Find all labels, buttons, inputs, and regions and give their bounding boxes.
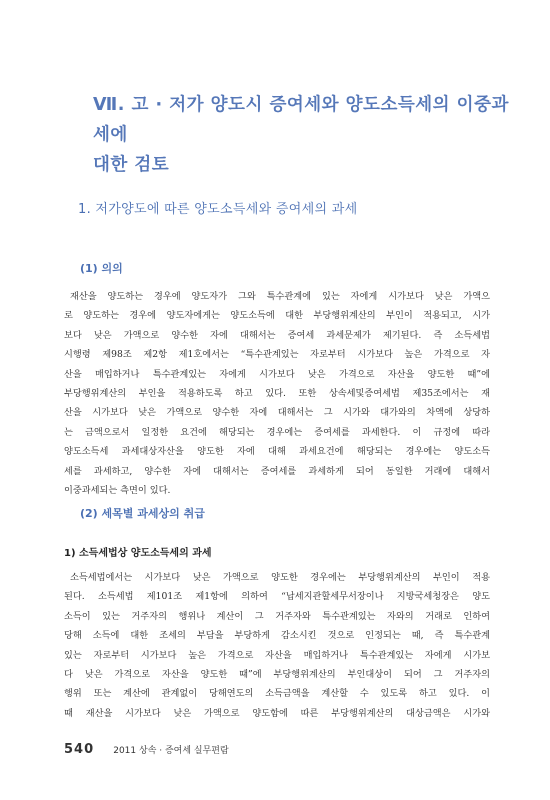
- subsection-heading-treatment: (2) 세목별 과세상의 취급: [80, 507, 205, 520]
- paragraph-line: 다 낮은 가격으로 자산을 양도한 때”에 부당행위계산의 부인대상이 되어 그 거주자의: [64, 669, 490, 681]
- paragraph-line: 로 양도하는 경우에 양도자에게는 양도소득에 대한 부당행위계산의 부인이 적용되고, 시가: [64, 310, 490, 322]
- paragraph-line: 양도소득세 과세대상자산을 양도한 자에 대해 과세요건에 해당되는 경우에는 양도소득: [64, 446, 490, 458]
- paragraph-line: 산을 시가보다 낮은 가액으로 양수한 자에 대해서는 그 시가와 대가와의 차액에 상당하: [64, 407, 490, 419]
- chapter-title-line-1: Ⅶ. 고 · 저가 양도시 증여세와 양도소득세의 이중과세에: [93, 95, 509, 145]
- paragraph-line: 소득이 있는 거주자의 행위나 계산이 그 거주자와 특수관계있는 자와의 거래로 인하여: [64, 610, 490, 622]
- paragraph-line: 행위 또는 계산에 관계없이 당해연도의 소득금액을 계산할 수 있도록 하고 있다. 이: [64, 688, 490, 700]
- page-footer: [64, 738, 229, 757]
- paragraph-line: 시행령 제98조 제2항 제1호에서는 “특수관계있는 자로부터 시가보다 높은 가격으로 자: [64, 349, 490, 361]
- paragraph-line: 산을 매입하거나 특수관계있는 자에게 시가보다 낮은 가격으로 자산을 양도한 때”에: [64, 368, 490, 380]
- paragraph-line: 보다 낮은 가액으로 양수한 자에 대해서는 증여세 과세문제가 제기된다. 즉 소득세법: [64, 329, 490, 341]
- chapter-title-line-2: 대한 검토: [93, 155, 170, 175]
- paragraph-line: 이중과세되는 측면이 있다.: [64, 485, 171, 497]
- footer-book-title: 2011 상속 · 증여세 실무편람: [113, 746, 229, 756]
- paragraph-line: 때 재산을 시가보다 낮은 가액으로 양도함에 따른 부당행위계산의 대상금액은 시가와: [64, 707, 490, 719]
- paragraph-line: 세를 과세하고, 양수한 자에 대해서는 증여세를 과세하게 되어 동일한 거래에 대해서: [64, 465, 490, 477]
- paragraph-line: 된다. 소득세법 제101조 제1항에 의하여 “납세지관할세무서장이나 지방국세청장은 양도: [64, 591, 490, 603]
- paragraph-line: 당해 소득에 대한 조세의 부담을 부당하게 감소시킨 것으로 인정되는 때, 즉 특수관계: [64, 630, 490, 642]
- chapter-title: [93, 90, 513, 180]
- section-heading: 1. 저가양도에 따른 양도소득세와 증여세의 과세: [78, 202, 358, 217]
- paragraph-meaning: [64, 287, 490, 500]
- paragraph-line: 는 금액으로서 일정한 요건에 해당되는 경우에는 증여세를 과세한다. 이 규정에 따라: [64, 426, 490, 438]
- paragraph-line: 있는 자로부터 시가보다 높은 가격으로 자산을 매입하거나 특수관계있는 자에게 시가보: [64, 649, 490, 661]
- paragraph-line: 소득세법에서는 시가보다 낮은 가액으로 양도한 경우에는 부당행위계산의 부인이 적용: [70, 572, 490, 583]
- paragraph-income-tax: [64, 568, 490, 723]
- subsubsection-heading-income-tax: 1) 소득세법상 양도소득세의 과세: [64, 548, 212, 559]
- page-number: 540: [64, 742, 95, 757]
- paragraph-line: 부당행위계산의 부인을 적용하도록 하고 있다. 또한 상속세및증여세법 제35조에서는 재: [64, 388, 490, 400]
- paragraph-line: 재산을 양도하는 경우에 양도자가 그와 특수관계에 있는 자에게 시가보다 낮은 가액으: [70, 291, 490, 302]
- subsection-heading-meaning: (1) 의의: [80, 262, 123, 275]
